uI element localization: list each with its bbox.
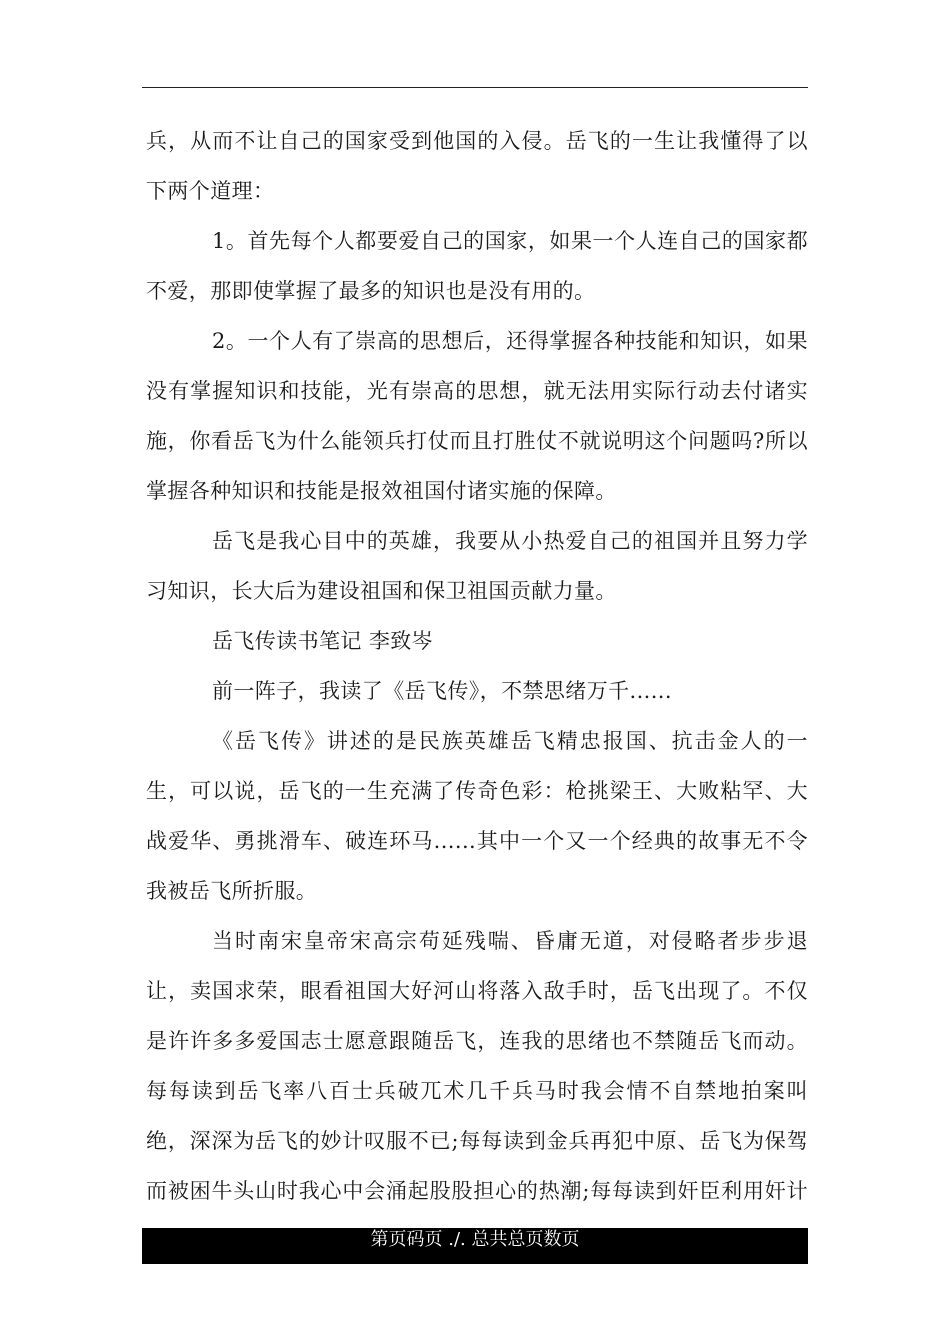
paragraph-4: 岳飞是我心目中的英雄，我要从小热爱自己的祖国并且努力学习知识，长大后为建设祖国和保卫祖国贡献力量。 xyxy=(146,529,808,603)
paragraph-7: 当时南宋皇帝宋高宗苟延残喘、昏庸无道，对侵略者步步退让，卖国求荣，眼看祖国大好河山将落入敌手时，岳飞出现了。不仅是许许多多爱国志士愿意跟随岳飞，连我的思绪也不禁随岳飞而动。每每读到岳飞率八百士兵破兀术几千兵马时我会情不自禁地拍案叫绝，深深为岳飞的妙计叹服不已;每每读到金兵再犯中原、岳飞为保驾而被困牛头山时我心中会涌起股股担心的热潮;每每读到奸臣利用奸计 xyxy=(146,929,808,1203)
header-rule xyxy=(142,87,808,88)
paragraph-1: 兵，从而不让自己的国家受到他国的入侵。岳飞的一生让我懂得了以下两个道理： xyxy=(146,129,808,203)
document-body xyxy=(146,116,808,1266)
paragraph-6: 《岳飞传》讲述的是民族英雄岳飞精忠报国、抗击金人的一生，可以说，岳飞的一生充满了传奇色彩：枪挑梁王、大败粘罕、大战爱华、勇挑滑车、破连环马......其中一个又一个经典的故事无不令我被岳飞所折服。 xyxy=(146,729,808,903)
paragraph-2: 1。首先每个人都要爱自己的国家，如果一个人连自己的国家都不爱，那即使掌握了最多的知识也是没有用的。 xyxy=(146,229,808,303)
page-footer xyxy=(142,1228,808,1264)
paragraph-3: 2。一个人有了崇高的思想后，还得掌握各种技能和知识，如果没有掌握知识和技能，光有崇高的思想，就无法用实际行动去付诸实施，你看岳飞为什么能领兵打仗而且打胜仗不就说明这个问题吗?所以掌握各种知识和技能是报效祖国付诸实施的保障。 xyxy=(146,329,808,503)
section-heading: 岳飞传读书笔记 李致岑 xyxy=(212,629,434,653)
footer-page-number: 第页码页 ./. 总共总页数页 xyxy=(370,1229,580,1250)
paragraph-5: 前一阵子，我读了《岳飞传》，不禁思绪万千...... xyxy=(212,679,672,703)
